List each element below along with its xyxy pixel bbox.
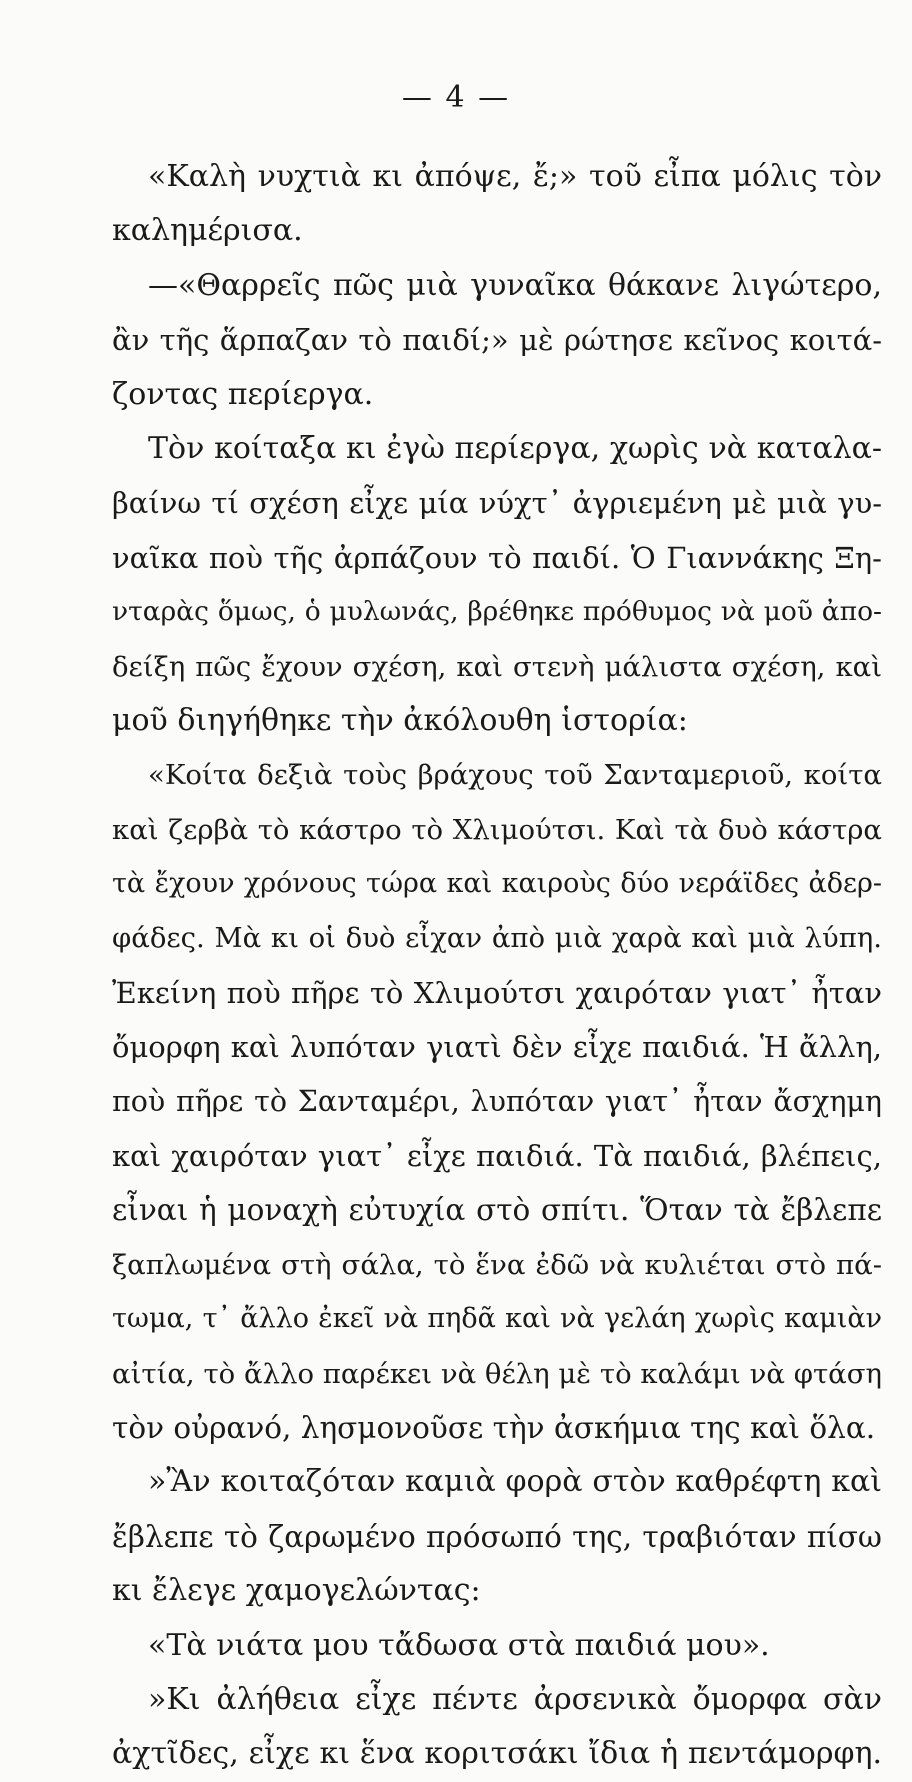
text-line: »Κι ἀλήθεια εἶχε πέντε ἀρσενικὰ ὄμορφα σὰν bbox=[148, 1681, 882, 1717]
text-line: δείξη πῶς ἔχουν σχέση, καὶ στενὴ μάλιστα σχέση, καὶ bbox=[112, 650, 882, 683]
text-line: κι ἔλεγε χαμογελώντας: bbox=[112, 1573, 481, 1609]
text-line: καλημέρισα. bbox=[112, 213, 303, 249]
text-line: «Καλὴ νυχτιὰ κι ἀπόψε, ἔ;» τοῦ εἶπα μόλις τὸν bbox=[148, 159, 882, 194]
text-line: βαίνω τί σχέση εἶχε μία νύχτ᾽ ἀγριεμένη μὲ μιὰ γυ- bbox=[112, 486, 882, 521]
text-line: «Κοίτα δεξιὰ τοὺς βράχους τοῦ Σανταμεριοῦ, κοίτα bbox=[148, 759, 882, 792]
text-line: εἶναι ἡ μοναχὴ εὐτυχία στὸ σπίτι. Ὅταν τὰ ἔβλεπε bbox=[112, 1193, 882, 1228]
text-line: Ἐκείνη ποὺ πῆρε τὸ Χλιμούτσι χαιρόταν γιατ᾽ ἦταν bbox=[112, 975, 882, 1010]
text-body bbox=[112, 150, 882, 1782]
text-line: «Τὰ νιάτα μου τἄδωσα στὰ παιδιά μου». bbox=[148, 1627, 770, 1663]
text-line: ναῖκα ποὺ τῆς ἀρπάζουν τὸ παιδί. Ὁ Γιαννάκης Ξη- bbox=[112, 540, 882, 575]
text-line: ξαπλωμένα στὴ σάλα, τὸ ἕνα ἐδῶ νὰ κυλιέται στὸ πά- bbox=[112, 1248, 882, 1281]
text-line: ἀχτῖδες, εἶχε κι ἕνα κοριτσάκι ἴδια ἡ πεντάμορφη. bbox=[112, 1736, 882, 1772]
page-number: — 4 — bbox=[401, 80, 511, 115]
text-line: τὸν οὐρανό, λησμονοῦσε τὴν ἀσκήμια της καὶ ὅλα. bbox=[112, 1410, 876, 1445]
text-line: ἔβλεπε τὸ ζαρωμένο πρόσωπό της, τραβιόταν πίσω bbox=[112, 1519, 882, 1554]
text-line: —«Θαρρεῖς πῶς μιὰ γυναῖκα θάκανε λιγώτερο, bbox=[148, 267, 882, 303]
text-line: ποὺ πῆρε τὸ Σανταμέρι, λυπόταν γιατ᾽ ἦταν ἄσχημη bbox=[112, 1084, 882, 1118]
text-line: νταρὰς ὅμως, ὁ μυλωνάς, βρέθηκε πρόθυμος νὰ μοῦ ἀπο- bbox=[112, 596, 882, 628]
text-line: ὄμορφη καὶ λυπόταν γιατὶ δὲν εἶχε παιδιά. Ἡ ἄλλη, bbox=[112, 1030, 882, 1065]
text-line: μοῦ διηγήθηκε τὴν ἀκόλουθη ἱστορία: bbox=[112, 702, 688, 738]
text-line: φάδες. Μὰ κι οἱ δυὸ εἶχαν ἀπὸ μιὰ χαρὰ καὶ μιὰ λύπη. bbox=[112, 922, 882, 955]
text-line: Τὸν κοίταξα κι ἐγὼ περίεργα, χωρὶς νὰ καταλα- bbox=[148, 430, 882, 466]
text-line: αἰτία, τὸ ἄλλο παρέκει νὰ θέλη μὲ τὸ καλάμι νὰ φτάση bbox=[112, 1357, 882, 1390]
text-line: ζοντας περίεργα. bbox=[112, 376, 374, 412]
text-line: τωμα, τ᾽ ἄλλο ἐκεῖ νὰ πηδᾶ καὶ νὰ γελάη χωρὶς καμιὰν bbox=[112, 1303, 882, 1335]
text-line: καὶ ζερβὰ τὸ κάστρο τὸ Χλιμούτσι. Καὶ τὰ δυὸ κάστρα bbox=[112, 813, 882, 846]
text-line: τὰ ἔχουν χρόνους τώρα καὶ καιροὺς δύο νεράϊδες ἀδερ- bbox=[112, 868, 882, 900]
text-line: καὶ χαιρόταν γιατ᾽ εἶχε παιδιά. Τὰ παιδιά, βλέπεις, bbox=[112, 1139, 882, 1174]
text-line: ἂν τῆς ἅρπαζαν τὸ παιδί;» μὲ ρώτησε κεῖνος κοιτά- bbox=[112, 323, 882, 358]
text-line: »Ἂν κοιταζόταν καμιὰ φορὰ στὸν καθρέφτη καὶ bbox=[148, 1464, 882, 1500]
